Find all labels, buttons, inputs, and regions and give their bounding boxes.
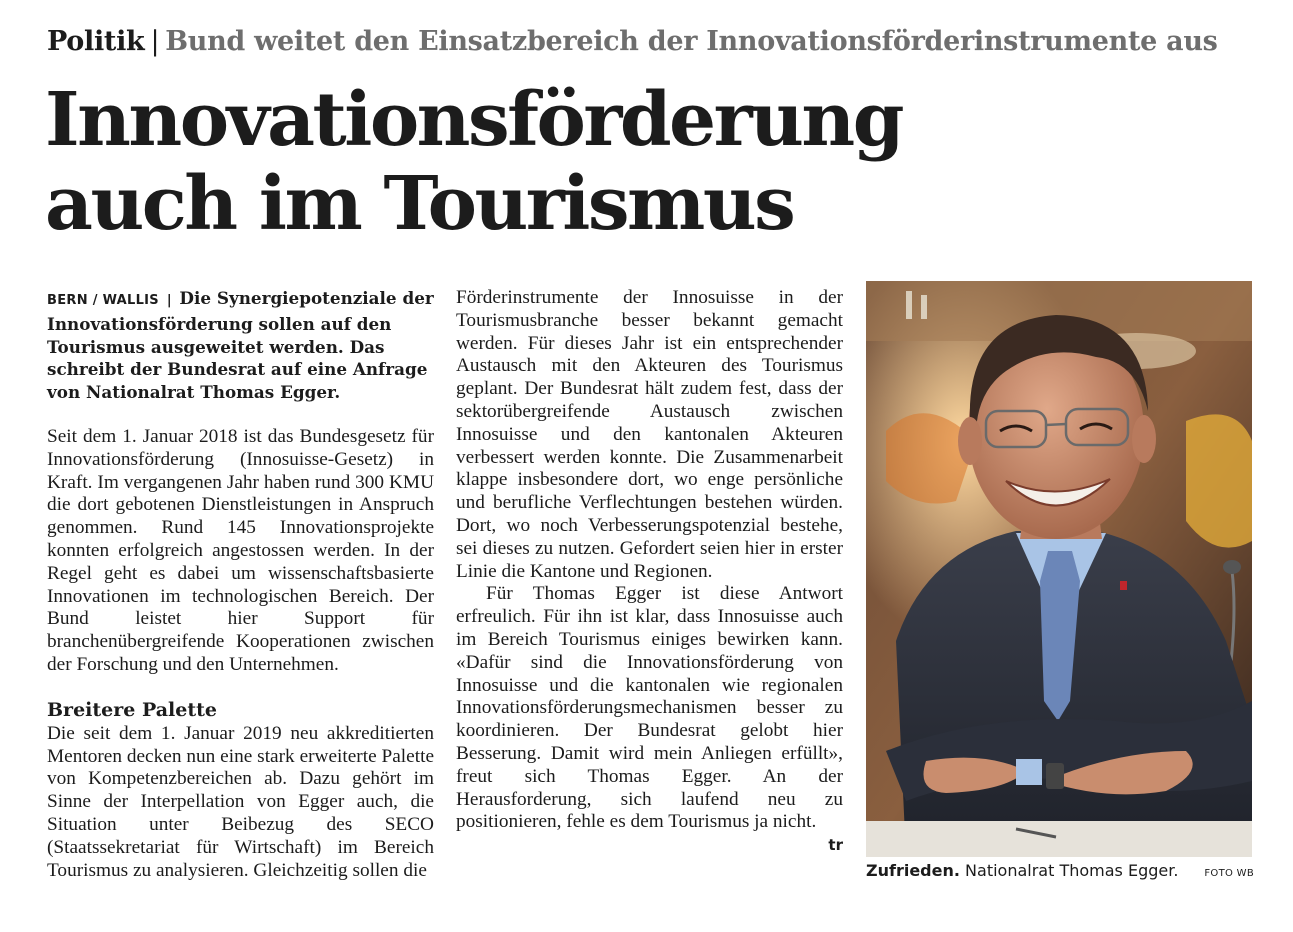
headline-line-1: Innovationsförderung xyxy=(45,77,902,163)
caption-bold: Zufrieden. xyxy=(866,861,960,880)
body-paragraph-1: Seit dem 1. Januar 2018 ist das Bundesgesetz für Innovationsförderung (Innosuisse-Gesetz) in Kraft. Im vergangenen Jahr haben rund 300 KMU die dort gebotenen Dienstleistungen in Anspruch genommen. Rund 145 Innovationsprojekte konnten erfolgreich angestossen werden. In der Regel geht es dabei um wissenschaftsbasierte Innovationen im technologischen Bereich. Der Bund leistet hier Support für branchenübergreifende Kooperationen zwischen der Forschung und den Unternehmen. xyxy=(47,425,434,675)
photo-caption xyxy=(866,860,1254,882)
portrait-illustration xyxy=(866,281,1252,857)
kicker-subline: Bund weitet den Einsatzbereich der Innovationsförderinstrumente aus xyxy=(165,26,1218,57)
body-paragraph-2-end: Förderinstrumente der Innosuisse in der Tourismusbranche besser bekannt gemacht werden. Für dieses Jahr ist ein entsprechender Austausch mit den Akteuren des Tourismus geplant. Der Bundesrat hält zudem fest, dass der sektorübergreifende Austausch zwischen Innosuisse und den kantonalen Akteuren verbessert werden konnte. Die Zusammenarbeit klappe insbesondere dort, wo enge persönliche und berufliche Verflechtungen bestehen würden. Dort, wo noch Verbesserungspotenzial bestehe, sei dieses zu nutzen. Gefordert seien hier in erster Linie die Kantone und Regionen. xyxy=(456,287,843,582)
article-column-2 xyxy=(456,287,843,857)
dateline: BERN / WALLIS xyxy=(47,293,159,308)
body-paragraph-3 xyxy=(456,583,843,855)
kicker-separator: | xyxy=(150,26,160,57)
section-label: Politik xyxy=(47,26,145,57)
headline xyxy=(45,78,902,246)
portrait-photo xyxy=(866,281,1252,857)
headline-line-2: auch im Tourismus xyxy=(45,161,794,247)
body-paragraph-3-text: Für Thomas Egger ist diese Antwort erfreulich. Für ihn ist klar, dass Innosuisse auch im Bereich Tourismus einiges bewirken kann. «Dafür sind die Innovationsförderung von Innosuisse und die kantonalen wie regionalen Innovationsförderungsmechanismen besser zu koordinieren. Der Bundesrat gelobt hier Besserung. Damit wird mein Anliegen erfüllt», freut sich Thomas Egger. An der Herausforderung, sich laufend neu zu positionieren, fehle es dem Tourismus ja nicht. xyxy=(456,583,843,833)
author-initials: tr xyxy=(828,836,843,855)
article-column-1 xyxy=(47,287,434,882)
subheading: Breitere Palette xyxy=(47,698,217,721)
lead-paragraph xyxy=(47,287,434,404)
photo-credit: FOTO WB xyxy=(1204,868,1254,879)
body-paragraph-2-start: Die seit dem 1. Januar 2019 neu akkreditierten Mentoren decken nun eine stark erweiterte Palette von Kompetenzbereichen ab. Dazu gehört im Sinne der Interpellation von Egger auch, die Situation unter Beibezug des SECO (Staatssekretariat für Wirtschaft) im Bereich Tourismus zu analysieren. Gleichzeitig sollen die xyxy=(47,722,434,881)
kicker xyxy=(47,22,1218,62)
lead-text: Die Synergiepotenziale der Innovationsförderung sollen auf den Tourismus ausgeweitet werden. Das schreibt der Bundesrat auf eine Anfrage von Nationalrat Thomas Egger. xyxy=(47,288,434,403)
dateline-separator: | xyxy=(166,293,172,308)
caption-text: Nationalrat Thomas Egger. xyxy=(965,861,1179,880)
